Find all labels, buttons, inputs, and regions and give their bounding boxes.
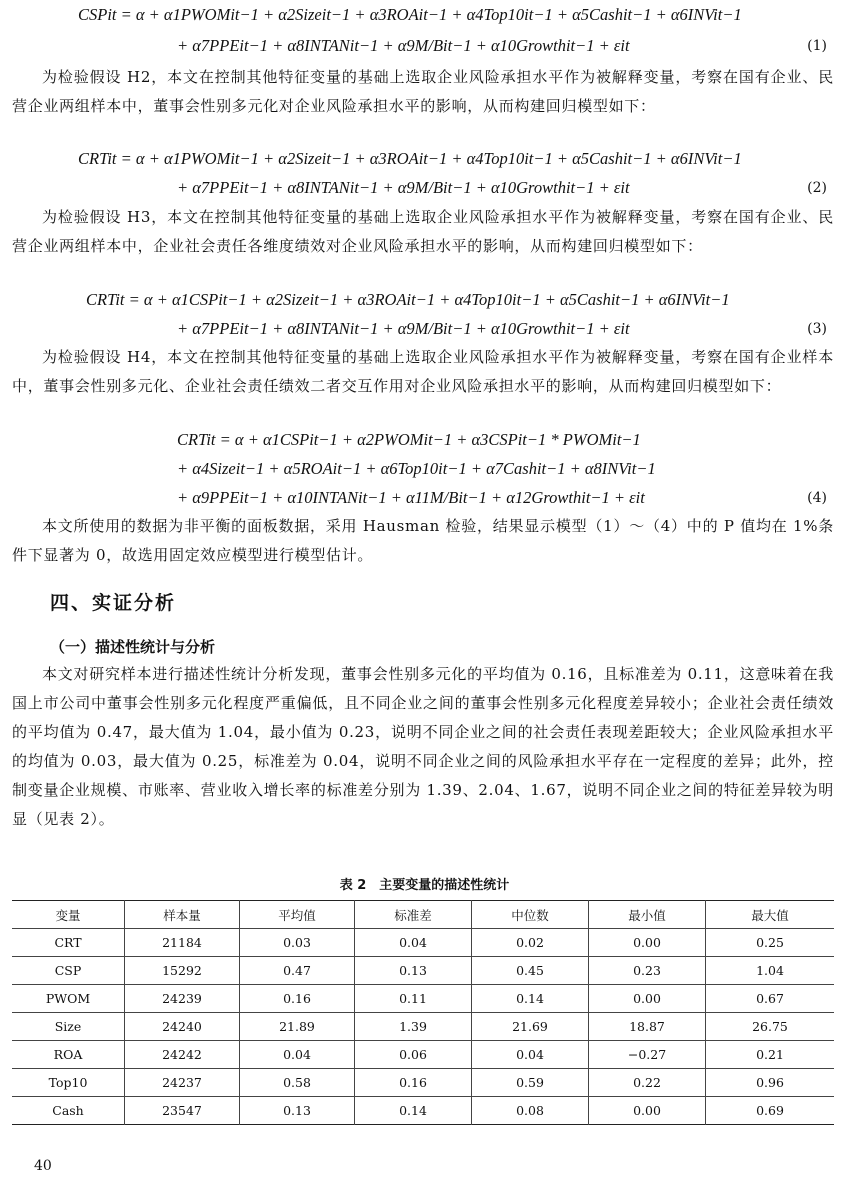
table-cell: 0.58 xyxy=(240,1069,355,1097)
table-row xyxy=(12,1097,834,1125)
equation-1-line-2 xyxy=(0,33,849,59)
table-caption: 表 2 主要变量的描述性统计 xyxy=(339,878,510,893)
table-cell: 0.69 xyxy=(706,1097,835,1125)
table-cell: 0.14 xyxy=(355,1097,472,1125)
table-cell: 0.96 xyxy=(706,1069,835,1097)
table-cell: CRT xyxy=(12,929,125,957)
table-cell: 24242 xyxy=(125,1041,240,1069)
paragraph-h3: 为检验假设 H3，本文在控制其他特征变量的基础上选取企业风险承担水平作为被解释变量，考察在国有企业、民营企业两组样本中，企业社会责任各维度绩效对企业风险承担水平的影响，从而构建回归模型如下： xyxy=(12,208,834,255)
table-cell: 24239 xyxy=(125,985,240,1013)
table-cell: 0.67 xyxy=(706,985,835,1013)
paragraph-h4: 为检验假设 H4，本文在控制其他特征变量的基础上选取企业风险承担水平作为被解释变量，考察在国有企业样本中，董事会性别多元化、企业社会责任绩效二者交互作用对企业风险承担水平的影响，从而构建回归模型如下： xyxy=(12,348,834,395)
paragraph-h2: 为检验假设 H2，本文在控制其他特征变量的基础上选取企业风险承担水平作为被解释变量，考察在国有企业、民营企业两组样本中，董事会性别多元化对企业风险承担水平的影响，从而构建回归模型如下： xyxy=(12,68,834,115)
equation-3-line-1 xyxy=(0,287,849,313)
table-cell: 0.22 xyxy=(589,1069,706,1097)
table-cell: 0.25 xyxy=(706,929,835,957)
table-header-cell: 平均值 xyxy=(240,901,355,929)
page-number: 40 xyxy=(34,1158,52,1174)
table-cell: 0.13 xyxy=(355,957,472,985)
table-cell: 0.04 xyxy=(472,1041,589,1069)
equation-4-line-1-text: CRTit = α + α1CSPit−1 + α2PWOMit−1 + α3CSPit−1 * PWOMit−1 xyxy=(177,430,641,449)
section-title: 四、实证分析 xyxy=(50,592,177,614)
table-cell: 21184 xyxy=(125,929,240,957)
table-header-cell: 最小值 xyxy=(589,901,706,929)
table-header-cell: 最大值 xyxy=(706,901,835,929)
table-cell: 0.03 xyxy=(240,929,355,957)
table-row xyxy=(12,929,834,957)
table-row xyxy=(12,1013,834,1041)
table-cell: 15292 xyxy=(125,957,240,985)
table-cell: 24240 xyxy=(125,1013,240,1041)
equation-3-line-2-text: + α7PPEit−1 + α8INTANit−1 + α9M/Bit−1 + α10Growthit−1 + εit xyxy=(177,319,630,338)
table-cell: 23547 xyxy=(125,1097,240,1125)
table-cell: 21.89 xyxy=(240,1013,355,1041)
equation-1-line-2-text: + α7PPEit−1 + α8INTANit−1 + α9M/Bit−1 + α10Growthit−1 + εit xyxy=(177,36,630,55)
table-header-cell: 标准差 xyxy=(355,901,472,929)
table-cell: PWOM xyxy=(12,985,125,1013)
table-cell: CSP xyxy=(12,957,125,985)
subsection-title: （一）描述性统计与分析 xyxy=(50,638,216,656)
paragraph-hausman: 本文所使用的数据为非平衡的面板数据，采用 Hausman 检验，结果显示模型（1）～（4）中的 P 值均在 1%条件下显著为 0，故选用固定效应模型进行模型估计。 xyxy=(12,517,834,564)
equation-4-line-1 xyxy=(0,427,849,453)
equation-1-number: (1) xyxy=(807,38,827,54)
table-row xyxy=(12,1069,834,1097)
equation-2-line-1 xyxy=(0,146,849,172)
table-cell: 0.06 xyxy=(355,1041,472,1069)
table-cell: 0.14 xyxy=(472,985,589,1013)
table-cell: 0.08 xyxy=(472,1097,589,1125)
table-row xyxy=(12,985,834,1013)
equation-4-number: (4) xyxy=(807,490,827,506)
table-cell: 0.00 xyxy=(589,985,706,1013)
table-cell: −0.27 xyxy=(589,1041,706,1069)
equation-4-line-3 xyxy=(0,485,849,511)
table-cell: 18.87 xyxy=(589,1013,706,1041)
table-row xyxy=(12,957,834,985)
table-cell: 0.16 xyxy=(240,985,355,1013)
table-cell: 0.02 xyxy=(472,929,589,957)
table-header-row xyxy=(12,901,834,929)
table-cell: 1.04 xyxy=(706,957,835,985)
table-cell: 24237 xyxy=(125,1069,240,1097)
equation-2-line-2 xyxy=(0,175,849,201)
table-cell: 0.45 xyxy=(472,957,589,985)
table-cell: 0.16 xyxy=(355,1069,472,1097)
equation-1-line-1 xyxy=(0,2,849,28)
table-cell: 0.00 xyxy=(589,929,706,957)
equation-2-line-2-text: + α7PPEit−1 + α8INTANit−1 + α9M/Bit−1 + α10Growthit−1 + εit xyxy=(177,178,630,197)
paragraph-descriptive: 本文对研究样本进行描述性统计分析发现，董事会性别多元化的平均值为 0.16，且标准差为 0.11，这意味着在我国上市公司中董事会性别多元化程度严重偏低，且不同企业之间的董事会性别多元化程度差异较小；企业社会责任绩效的平均值为 0.47，最大值为 1.04，最小值为 0.23，说明不同企业之间的社会责任表现差距较大；企业风险承担水平的均值为 0.03，最大值为 0.25，标准差为 0.04，说明不同企业之间的风险承担水平存在一定程度的差异；此外，控制变量企业规模、市账率、营业收入增长率的标准差分别为 1.39、2.04、1.67，说明不同企业之间的特征差异较为明显（见表 2）。 xyxy=(12,665,834,828)
table-cell: 0.13 xyxy=(240,1097,355,1125)
table-header-cell: 变量 xyxy=(12,901,125,929)
table-cell: 0.23 xyxy=(589,957,706,985)
table-cell: 0.04 xyxy=(355,929,472,957)
equation-3-line-1-text: CRTit = α + α1CSPit−1 + α2Sizeit−1 + α3ROAit−1 + α4Top10it−1 + α5Cashit−1 + α6INVit−1 xyxy=(86,290,730,309)
equation-2-line-1-text: CRTit = α + α1PWOMit−1 + α2Sizeit−1 + α3ROAit−1 + α4Top10it−1 + α5Cashit−1 + α6INVit−1 xyxy=(78,149,742,168)
equation-4-line-2-text: + α4Sizeit−1 + α5ROAit−1 + α6Top10it−1 + α7Cashit−1 + α8INVit−1 xyxy=(177,459,656,478)
table-cell: 26.75 xyxy=(706,1013,835,1041)
equation-3-number: (3) xyxy=(807,321,827,337)
table-cell: 21.69 xyxy=(472,1013,589,1041)
table-cell: 0.11 xyxy=(355,985,472,1013)
table-header-cell: 样本量 xyxy=(125,901,240,929)
table-cell: Top10 xyxy=(12,1069,125,1097)
equation-4-line-2 xyxy=(0,456,849,482)
equation-2-number: (2) xyxy=(807,180,827,196)
table-header-cell: 中位数 xyxy=(472,901,589,929)
descriptive-stats-table xyxy=(12,900,834,1125)
table-cell: ROA xyxy=(12,1041,125,1069)
table-cell: Size xyxy=(12,1013,125,1041)
table-cell: 0.21 xyxy=(706,1041,835,1069)
table-row xyxy=(12,1041,834,1069)
table-cell: 0.00 xyxy=(589,1097,706,1125)
equation-4-line-3-text: + α9PPEit−1 + α10INTANit−1 + α11M/Bit−1 + α12Growthit−1 + εit xyxy=(177,488,645,507)
table-cell: Cash xyxy=(12,1097,125,1125)
equation-3-line-2 xyxy=(0,316,849,342)
table-cell: 0.04 xyxy=(240,1041,355,1069)
equation-1-line-1-text: CSPit = α + α1PWOMit−1 + α2Sizeit−1 + α3ROAit−1 + α4Top10it−1 + α5Cashit−1 + α6INVit−1 xyxy=(78,5,742,24)
table-cell: 0.47 xyxy=(240,957,355,985)
table-cell: 1.39 xyxy=(355,1013,472,1041)
table-cell: 0.59 xyxy=(472,1069,589,1097)
